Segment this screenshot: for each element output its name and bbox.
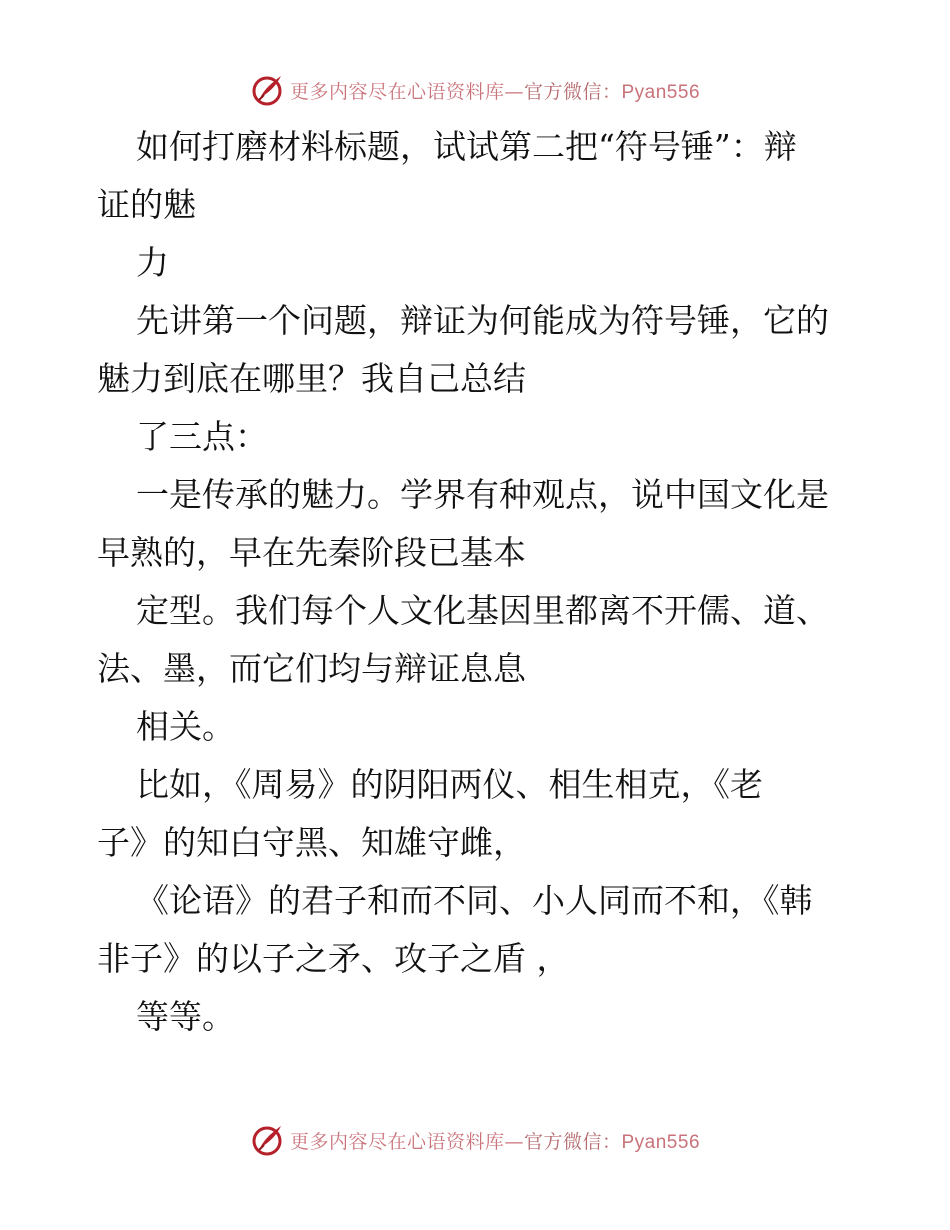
- watermark-wechat-id: Pyan556: [621, 1131, 701, 1153]
- text-line: 比如，《周易》的阴阳两仪、相生相克，《老: [136, 765, 763, 804]
- text-line: 证的魅: [97, 185, 196, 224]
- text-line: 《论语》的君子和而不同、小人同而不和，《韩: [136, 881, 813, 920]
- text-line: 等等。: [136, 997, 235, 1036]
- watermark-wechat-label: 官方微信：: [523, 1130, 622, 1153]
- text-line: 了三点：: [136, 417, 268, 456]
- watermark-text: 更多内容尽在心语资料库: [289, 80, 505, 103]
- text-line: 法、墨，而它们均与辩证息息: [97, 649, 526, 688]
- footer-watermark: [0, 1120, 950, 1160]
- text-line: 力: [136, 243, 169, 282]
- text-line: 非子》的以子之矛、攻子之盾 ，: [97, 939, 570, 978]
- watermark-wechat-id: Pyan556: [621, 81, 701, 103]
- text-line: 早熟的，早在先秦阶段已基本: [97, 533, 526, 572]
- text-line: 定型。我们每个人文化基因里都离不开儒、道、: [136, 591, 829, 630]
- text-line: 子》的知白守黑、知雄守雌，: [97, 823, 526, 862]
- watermark-dash: —: [504, 80, 524, 103]
- text-line: 一是传承的魅力。学界有种观点，说中国文化是: [136, 475, 829, 514]
- quill-logo-icon: [250, 72, 286, 108]
- text-line: 魅力到底在哪里？我自己总结: [97, 359, 526, 398]
- text-line: 相关。: [136, 707, 235, 746]
- watermark-text: 更多内容尽在心语资料库: [289, 1130, 505, 1153]
- quill-logo-icon: [250, 1122, 286, 1158]
- text-line: 如何打磨材料标题，试试第二把“符号锤”：辩: [136, 127, 797, 166]
- text-line: 先讲第一个问题，辩证为何能成为符号锤，它的: [136, 301, 829, 340]
- watermark-dash: —: [504, 1130, 524, 1153]
- header-watermark: [0, 70, 950, 110]
- document-body: [97, 118, 867, 1046]
- watermark-wechat-label: 官方微信：: [523, 80, 622, 103]
